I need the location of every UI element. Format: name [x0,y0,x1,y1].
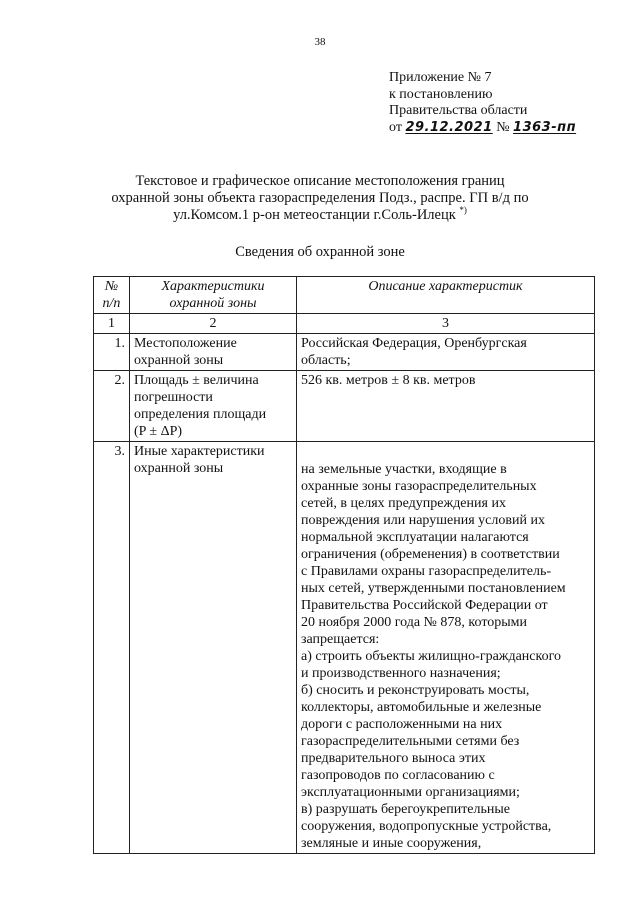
char-line: охранной зоны [134,353,224,368]
desc-line: Правительства Российской Федерации от [301,598,548,613]
header-char-line-1: Характеристики [161,279,265,294]
table-header-row [94,277,595,314]
row-characteristic [130,334,297,371]
appendix-line-date [389,120,576,137]
index-cell-3: 3 [297,314,595,334]
char-line: (P ± ΔP) [134,424,183,439]
char-line: Иные характеристики [134,444,265,459]
row-description [297,334,595,371]
desc-line: 20 ноября 2000 года № 878, которыми [301,615,528,630]
appendix-block [389,70,576,136]
desc-line: и производственного назначения; [301,666,501,681]
desc-line: в) разрушать берегоукрепительные [301,802,511,817]
table-row [94,371,595,442]
desc-line: земляные и иные сооружения, [301,836,482,851]
desc-line: газораспределительными сетями без [301,734,520,749]
desc-line: а) строить объекты жилищно-гражданского [301,649,561,664]
row-number: 1. [94,334,130,371]
row-characteristic [130,371,297,442]
desc-line: ограничения (обременения) в соответствии [301,547,560,562]
page-number: 38 [314,36,326,48]
appendix-line-3: Правительства области [389,103,528,118]
desc-line: дороги с расположенными на них [301,717,503,732]
appendix-line-1: Приложение № 7 [389,70,492,85]
desc-line: сооружения, водопропускные устройства, [301,819,552,834]
section-subtitle: Сведения об охранной зоне [235,244,405,260]
title-line-2: охранной зоны объекта газораспределения Подз., распре. ГП в/д по [111,190,529,206]
handwritten-number: 1363-пп [513,119,577,135]
desc-line: запрещается: [301,632,380,647]
title-line-1: Текстовое и графическое описание местоположения границ [135,173,505,189]
desc-line: 526 кв. метров ± 8 кв. метров [301,373,476,388]
desc-line: газопроводов по согласованию с [301,768,495,783]
zone-info-table [93,276,595,854]
desc-line: коллекторы, автомобильные и железные [301,700,542,715]
desc-line: повреждения или нарушения условий их [301,513,545,528]
header-characteristics-cell [130,277,297,314]
char-line: погрешности [134,390,213,405]
desc-line: сетей, в целях предупреждения их [301,496,506,511]
desc-line: с Правилами охраны газораспределитель- [301,564,551,579]
table-index-row [94,314,595,334]
row-description [297,442,595,854]
from-label: от [389,119,402,135]
desc-line: охранные зоны газораспределительных [301,479,537,494]
desc-line: на земельные участки, входящие в [301,462,507,477]
char-line: Местоположение [134,336,237,351]
index-cell-1: 1 [94,314,130,334]
char-line: определения площади [134,407,267,422]
appendix-line-2: к постановлению [389,86,493,102]
title-line-3-text: ул.Комсом.1 р-он метеостанции г.Соль-Илецк [173,207,456,223]
header-description-cell: Описание характеристик [297,277,595,314]
desc-line: Российская Федерация, Оренбургская [301,336,527,351]
row-number: 2. [94,371,130,442]
desc-spacer [301,444,590,461]
index-cell-2: 2 [130,314,297,334]
header-num-line-2: п/п [102,296,121,311]
header-num-cell [94,277,130,314]
table-row [94,334,595,371]
desc-line: область; [301,353,351,368]
header-num-line-1: № [104,279,119,294]
desc-line: ных сетей, утвержденными постановлением [301,581,566,596]
row-characteristic [130,442,297,854]
desc-line: эксплуатационными организациями; [301,785,520,800]
char-line: Площадь ± величина [134,373,259,388]
footnote-mark: *) [459,205,467,216]
row-description [297,371,595,442]
desc-line: б) сносить и реконструировать мосты, [301,683,530,698]
desc-line: предварительного выноса этих [301,751,486,766]
document-title [100,173,540,224]
desc-line: нормальной эксплуатации налагаются [301,530,529,545]
title-line-3 [100,207,540,224]
row-number: 3. [94,442,130,854]
char-line: охранной зоны [134,461,224,476]
table-row [94,442,595,854]
number-label: № [496,119,510,135]
handwritten-date: 29.12.2021 [405,119,493,135]
header-char-line-2: охранной зоны [169,296,257,311]
